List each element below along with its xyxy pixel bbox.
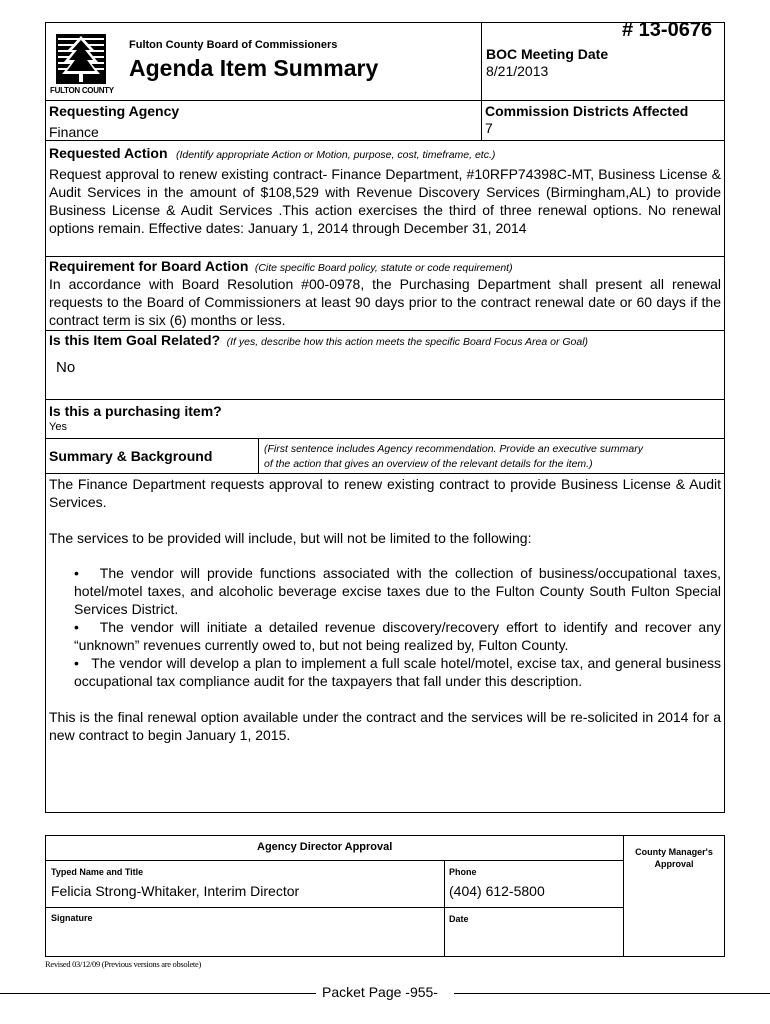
summary-paragraph-1: The Finance Department requests approval to renew existing contract to provide Business License & Audit Services. <box>49 476 721 510</box>
summary-bullet-list <box>74 564 721 690</box>
requirement-hint: (Cite specific Board policy, statute or code requirement) <box>254 262 513 274</box>
requested-action-label: Requested Action <box>49 145 168 161</box>
boc-meeting-label: BOC Meeting Date <box>486 46 609 62</box>
fulton-county-logo <box>50 28 112 98</box>
agency-director-approval-title: Agency Director Approval <box>257 841 393 853</box>
approval-title-rule <box>45 860 623 861</box>
requesting-agency-value: Finance <box>49 124 99 140</box>
summary-paragraph-2: The services to be provided will include, but will not be limited to the following: <box>49 530 532 546</box>
purchasing-label: Is this a purchasing item? <box>49 403 222 419</box>
document-number: # 13-0676 <box>622 19 713 41</box>
boc-meeting-date: 8/21/2013 <box>486 63 549 79</box>
list-item: • The vendor will initiate a detailed revenue discovery/recovery effort to identify and recover any “unknown” revenues currently owed to, but not being realized by, Fulton County. <box>74 619 721 653</box>
org-name: Fulton County Board of Commissioners <box>129 39 338 51</box>
districts-label: Commission Districts Affected <box>485 103 689 119</box>
requirement-text: In accordance with Board Resolution #00-0978, the Purchasing Department shall present all renewal requests to the Board of Commissioners at least 90 days prior to the contract renewal date or 60 days if the contract term is six (6) months or less. <box>49 276 721 328</box>
requested-action-hint: (Identify appropriate Action or Motion, purpose, cost, timeframe, etc.) <box>175 149 496 161</box>
summary-hint-line1: (First sentence includes Agency recommendation. Provide an executive summary <box>264 443 643 455</box>
summary-header-bottom-rule <box>45 473 725 474</box>
goal-label: Is this Item Goal Related? <box>49 332 221 348</box>
phone-divider <box>444 860 445 957</box>
goal-hint: (If yes, describe how this action meets the specific Board Focus Area or Goal) <box>226 336 589 348</box>
county-manager-approval: County Manager's Approval <box>635 847 713 869</box>
signature-label: Signature <box>51 913 93 923</box>
list-item: • The vendor will provide functions associated with the collection of business/occupational taxes, hotel/motel taxes, and alcoholic beverage excise taxes due to the Fulton County South Fulton Special Services District. <box>74 565 721 617</box>
header-bottom-rule <box>45 100 725 101</box>
typed-name-label: Typed Name and Title <box>51 867 144 877</box>
logo-text: FULTON COUNTY <box>50 86 114 95</box>
summary-label: Summary & Background <box>49 448 213 464</box>
summary-hint-line2: of the action that gives an overview of the relevant details for the item.) <box>264 458 593 470</box>
requested-action-bottom-rule <box>45 256 725 257</box>
typed-name-value: Felicia Strong-Whitaker, Interim Director <box>51 883 300 899</box>
requested-action-heading <box>49 145 495 163</box>
revised-note: Revised 03/12/09 (Previous versions are obsolete) <box>45 959 201 969</box>
requested-action-text: Request approval to renew existing contract- Finance Department, #10RFP74398C-MT, Business License & Audit Services in the amount of $108,529 with Revenue Discovery Services (Birmingham,AL) to provide Business License & Audit Services .This action exercises the third of three renewal options. No renewal options remain. Effective dates: January 1, 2014 through December 31, 2014 <box>49 166 721 236</box>
requesting-agency-label: Requesting Agency <box>49 103 180 119</box>
requirement-bottom-rule <box>45 330 725 331</box>
requirement-heading <box>49 258 513 276</box>
packet-page-number: Packet Page -955- <box>322 984 438 1000</box>
goal-heading <box>49 332 588 350</box>
purchasing-bottom-rule <box>45 438 725 439</box>
summary-header-divider <box>258 438 259 473</box>
goal-bottom-rule <box>45 399 725 400</box>
footer-rule-right <box>454 993 770 994</box>
agency-bottom-rule <box>45 140 725 141</box>
date-label: Date <box>449 914 469 924</box>
goal-value: No <box>56 359 76 376</box>
districts-value: 7 <box>485 120 493 136</box>
page-title: Agenda Item Summary <box>129 55 379 81</box>
footer-rule-left <box>0 993 316 994</box>
summary-paragraph-3: This is the final renewal option available under the contract and the services will be re-solicited in 2014 for a new contract to begin January 1, 2015. <box>49 709 721 743</box>
phone-label: Phone <box>449 867 477 877</box>
approval-mid-rule <box>45 907 623 908</box>
requirement-label: Requirement for Board Action <box>49 258 249 274</box>
list-item: • The vendor will develop a plan to implement a full scale hotel/motel, excise tax, and general business occupational tax compliance audit for the taxpayers that fall under this description. <box>74 655 721 689</box>
header-divider <box>481 22 482 140</box>
purchasing-value: Yes <box>49 421 67 433</box>
phone-value: (404) 612-5800 <box>449 883 545 899</box>
